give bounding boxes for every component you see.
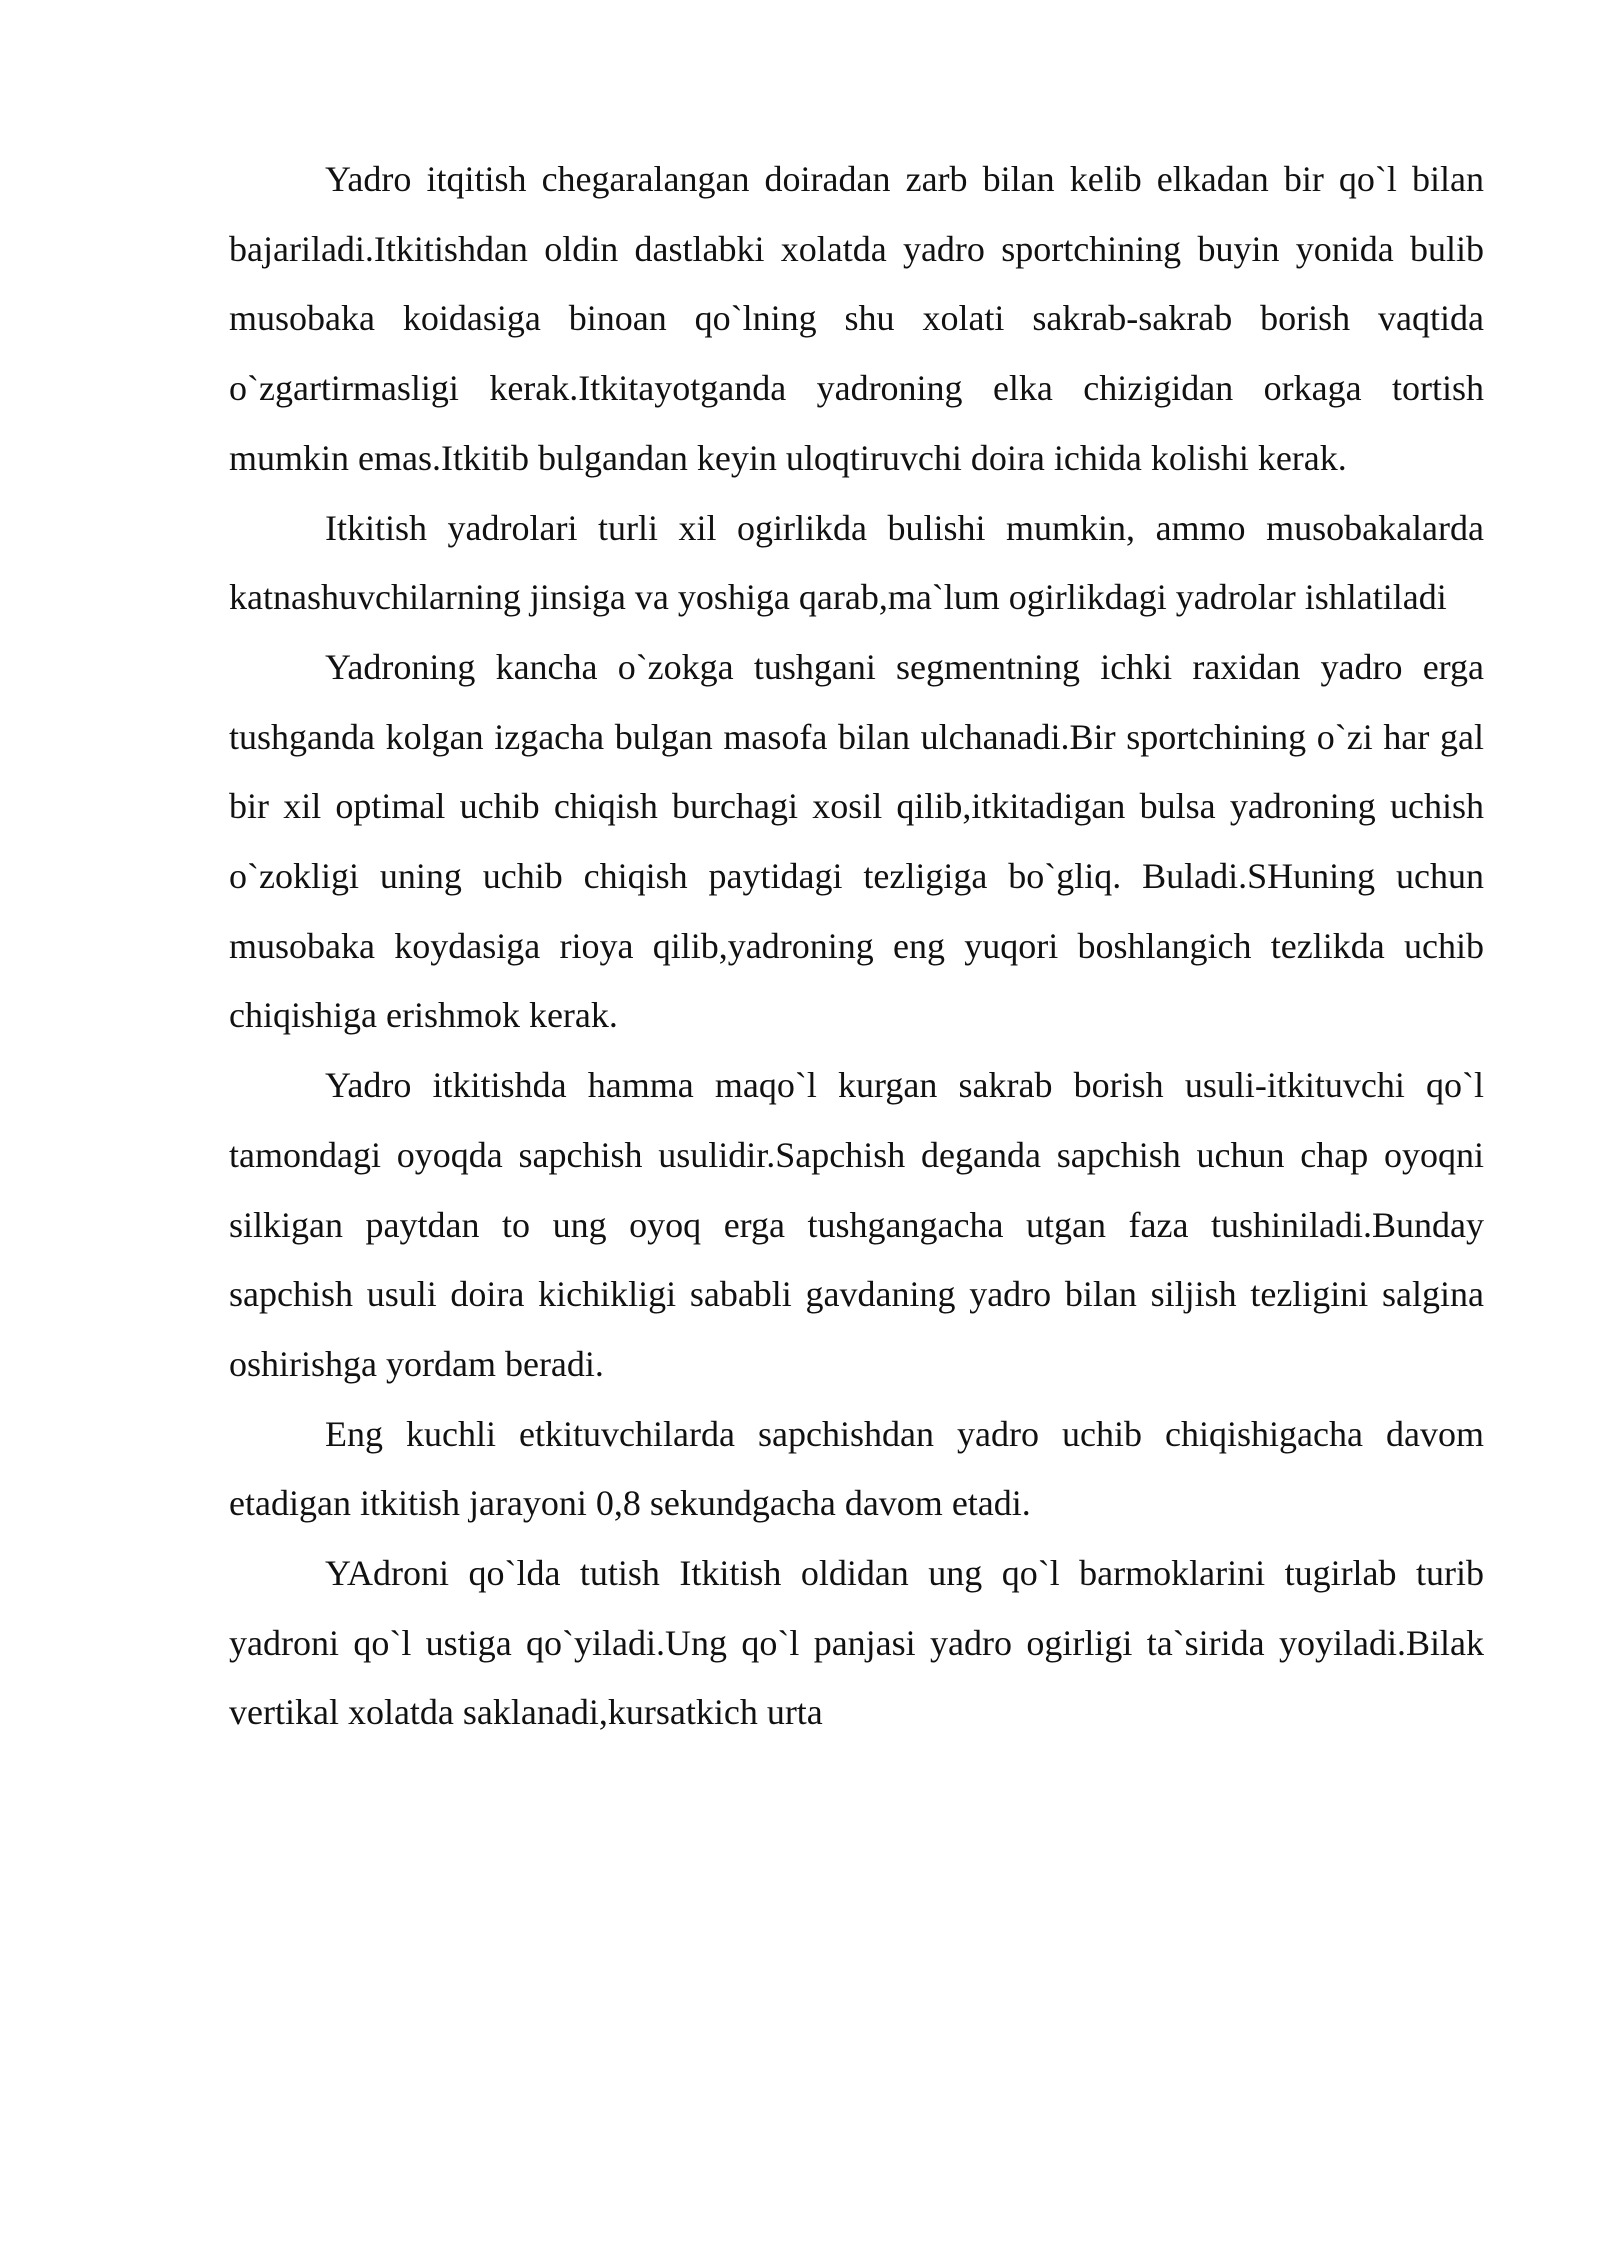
paragraph-3: Yadroning kancha o`zokga tushgani segmentning ichki raxidan yadro erga tushganda kolgan izgacha bulgan masofa bilan ulchanadi.Bir sportchining o`zi har gal bir xil optimal uchib chiqish burchagi xosil qilib,itkitadigan bulsa yadroning uchish o`zokligi uning uchib chiqish paytidagi tezligiga bo`gliq. Buladi.SHuning uchun musobaka koydasiga rioya qilib,yadroning eng yuqori boshlangich tezlikda uchib chiqishiga erishmok kerak. — [229, 646, 1484, 1036]
paragraph-5: Eng kuchli etkituvchilarda sapchishdan yadro uchib chiqishigacha davom etadigan itkitish jarayoni 0,8 sekundgacha davom etadi. — [229, 1413, 1484, 1524]
paragraph-4: Yadro itkitishda hamma maqo`l kurgan sakrab borish usuli-itkituvchi qo`l tamondagi oyoqda sapchish usulidir.Sapchish deganda sapchish uchun chap oyoqni silkigan paytdan to ung oyoq erga tushgangacha utgan faza tushiniladi.Bunday sapchish usuli doira kichikligi sababli gavdaning yadro bilan siljish tezligini salgina oshirishga yordam beradi. — [229, 1065, 1484, 1384]
paragraph-1: Yadro itqitish chegaralangan doiradan zarb bilan kelib elkadan bir qo`l bilan bajariladi.Itkitishdan oldin dastlabki xolatda yadro sportchining buyin yonida bulib musobaka koidasiga binoan qo`lning shu xolati sakrab-sakrab borish vaqtida o`zgartirmasligi kerak.Itkitayotganda yadroning elka chizigidan orkaga tortish mumkin emas.Itkitib bulgandan keyin uloqtiruvchi doira ichida kolishi kerak. — [229, 159, 1484, 478]
body-text — [229, 145, 1484, 1748]
paragraph-6: YAdroni qo`lda tutish Itkitish oldidan ung qo`l barmoklarini tugirlab turib yadroni qo`l ustiga qo`yiladi.Ung qo`l panjasi yadro ogirligi ta`sirida yoyiladi.Bilak vertikal xolatda saklanadi,kursatkich urta — [229, 1553, 1484, 1733]
paragraph-2: Itkitish yadrolari turli xil ogirlikda bulishi mumkin, ammo musobakalarda katnashuvchilarning jinsiga va yoshiga qarab,ma`lum ogirlikdagi yadrolar ishlatiladi — [229, 507, 1484, 618]
